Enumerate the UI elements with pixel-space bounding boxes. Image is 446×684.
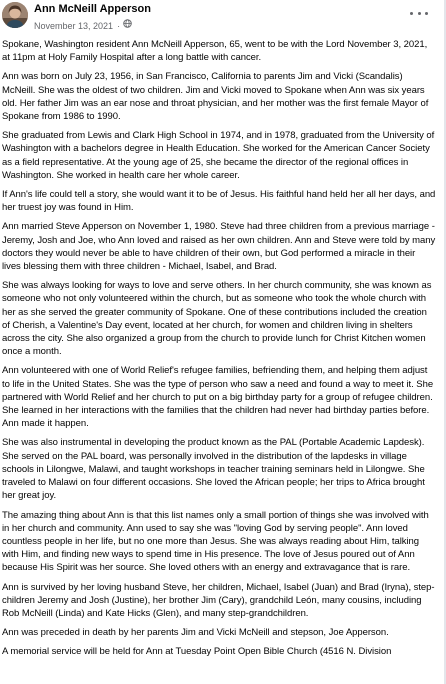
post-paragraph: Ann volunteered with one of World Relief's refugee families, befriending them, and helping them adjust to life in the United States. She was the type of person who saw a need and found a way to meet it. She partnered with World Relief and her church to put on a big birthday party for a group of refugee children. She learned in her interactions with the families that the children had never had birthday parties before. Ann made it happen. (2, 365, 434, 430)
avatar-photo (2, 2, 28, 28)
post-meta (34, 21, 132, 31)
post-paragraph: She was always looking for ways to love and serve others. In her church community, she was known as someone who not only volunteered within the church, but as someone who took the whole church with her as she served the greater community of Spokane. One of these contributions included the creation of Cherish, a Valentine's Day event, located at her church, for women and children living in shelters across the city. She also organized a group from the church to provide lunch for Christ Kitchen women once a month. (2, 280, 432, 358)
post-paragraph: Ann is survived by her loving husband Steve, her children, Michael, Isabel (Juan) and Brad (Iryna), step-children Jeremy and Josh (Justine), her brother Jim (Cary), grandchild León, many cousins, including Rob McNeill (Linda) and Kate Hicks (Glen), and many step-grandchildren. (2, 581, 435, 619)
post-paragraph: The amazing thing about Ann is that this list names only a small portion of things she was involved with in her church and community. Ann used to say she was "loving God by serving people". Ann loved countless people in her life, but no one more than Jesus. She was always reading about Him, talking with Him, and finding new ways to spend time in His presence. The love of Jesus poured out of Ann because His Spirit was her source. She loved others with an energy and extravagance that is rare. (2, 509, 429, 574)
more-dot (425, 12, 428, 15)
more-dot (410, 12, 413, 15)
post-date[interactable]: November 13, 2021 (34, 21, 114, 31)
post-paragraph: She graduated from Lewis and Clark High School in 1974, and in 1978, graduated from the University of Washington with a bachelors degree in Health Education. She worked for the American Cancer Society as a field representative. At the young age of 25, she became the director of the regional offices in Washington. She worked in health care her whole career. (2, 130, 435, 181)
post-paragraph: If Ann's life could tell a story, she would want it to be of Jesus. His faithful hand held her all her days, and her truest joy was found in Him. (2, 189, 436, 214)
meta-separator: · (117, 21, 121, 31)
post-paragraph: Ann was preceded in death by her parents Jim and Vicki McNeill and stepson, Joe Apperson. (2, 627, 389, 639)
post-paragraph: Spokane, Washington resident Ann McNeill Apperson, 65, went to be with the Lord November 3, 2021, at 11pm at Holy Family Hospital after a long battle with cancer. (2, 39, 428, 64)
more-dot (418, 12, 421, 15)
avatar[interactable] (2, 2, 28, 28)
post-body (2, 38, 436, 665)
post-paragraph: Ann married Steve Apperson on November 1, 1980. Steve had three children from a previous marriage - Jeremy, Josh and Joe, who Ann loved and raised as her own children. Ann and Steve were told by many doctors they would never be able to have children of their own, but God performed a miracle in their lives blessing them with three children - Michael, Isabel, and Brad. (2, 221, 436, 273)
post-paragraph: A memorial service will be held for Ann at Tuesday Point Open Bible Church (4516 N. Division (2, 646, 392, 658)
post-header (0, 0, 444, 36)
post-paragraph: Ann was born on July 23, 1956, in San Francisco, California to parents Jim and Vicki (Scandalis) McNeill. She was the oldest of two children. Jim and Vicki moved to Spokane when Ann was six years old. Her father Jim was an ear nose and throat physician, and her mother was the first female Mayor of Spokane from 1986 to 1990. (2, 71, 429, 123)
globe-icon[interactable] (123, 19, 132, 28)
more-options-icon[interactable] (410, 6, 428, 20)
post-paragraph: She was also instrumental in developing the product known as the PAL (Portable Academic Lapdesk). She served on the PAL board, was personally involved in the distribution of the lapdesks in village schools in Lilongwe, Malawi, and taught workshops in teacher training seminars held in Lilongwe. She traveled to Malawi on four different occasions. She loved the African people; her trips to Africa brought her great joy. (2, 437, 425, 502)
post-author-name[interactable]: Ann McNeill Apperson (34, 3, 151, 15)
